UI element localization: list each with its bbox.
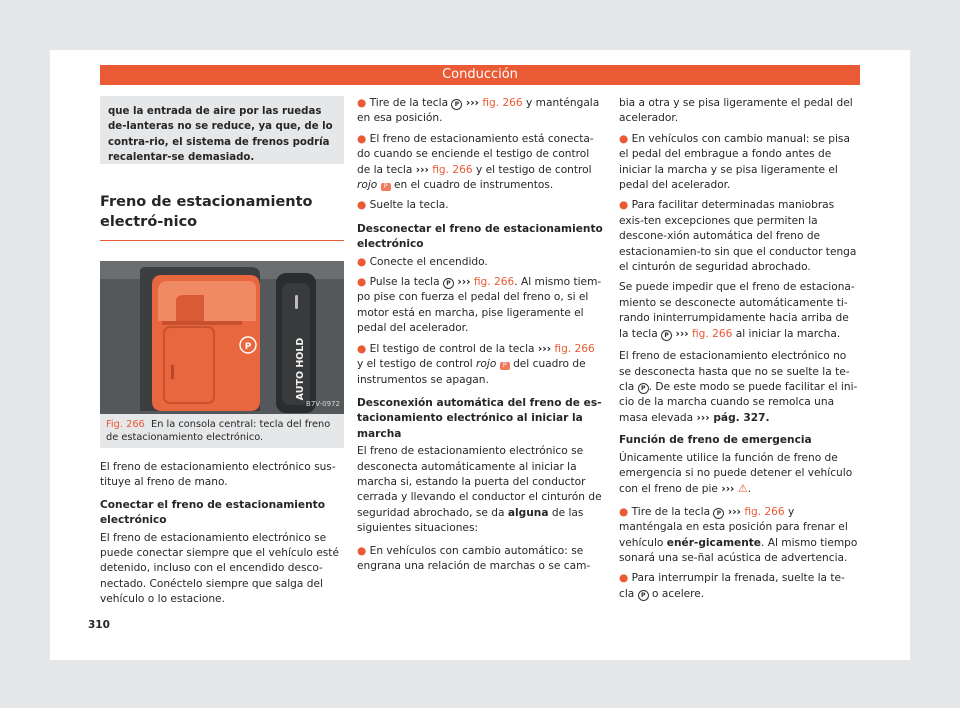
bullet-icon: ● <box>357 199 367 212</box>
reference-arrows: ››› <box>721 483 735 496</box>
figure-link[interactable]: fig. 266 <box>554 342 595 355</box>
parking-brake-figure <box>100 261 344 414</box>
warning-icon[interactable]: ⚠ <box>737 482 748 496</box>
console-illustration <box>100 261 344 414</box>
text-span: Tire de la tecla <box>369 97 449 109</box>
figure-link[interactable]: fig. 266 <box>744 505 785 518</box>
list-item <box>619 505 859 567</box>
text-span: En vehículos con cambio automático: se engrana una relación de marchas o se cam- <box>357 544 591 572</box>
text-italic: rojo <box>476 358 497 371</box>
parking-brake-key-icon: P <box>443 278 454 289</box>
figure-link[interactable]: fig. 266 <box>432 163 473 176</box>
page-reference-link[interactable]: pág. 327 <box>713 411 766 424</box>
caption-text: En la consola central: tecla del freno de estacionamiento electrónico. <box>106 419 331 443</box>
figure-caption <box>100 414 344 448</box>
text-span: Conecte el encendido. <box>369 255 488 268</box>
parking-brake-key-icon: P <box>638 590 649 601</box>
text-span: y manténgala en esa posición. <box>357 97 600 125</box>
intro-paragraph: El freno de estacionamiento electrónico sus-tituye al freno de mano. <box>100 461 336 489</box>
list-item <box>619 198 859 275</box>
warning-box: que la entrada de aire por las ruedas de-lanteras no se reduce, ya que, de lo contra-rio, el sistema de frenos podría recalentar-se demasiado. <box>100 96 344 164</box>
reference-arrows: ››› <box>465 97 479 109</box>
column-right <box>619 96 859 607</box>
text-span: El freno de estacionamiento está conecta-do cuando se enciende el testigo de control de la tecla <box>357 132 594 176</box>
bullet-icon: ● <box>619 572 629 585</box>
list-item <box>357 255 603 270</box>
auto-release-paragraph <box>357 444 603 536</box>
figure-link[interactable]: fig. 266 <box>691 327 733 340</box>
parking-brake-key-icon: P <box>713 508 724 519</box>
bullet-icon: ● <box>357 97 367 109</box>
svg-text:P: P <box>244 342 252 352</box>
text-bold: alguna <box>507 506 549 519</box>
connect-paragraph: El freno de estacionamiento electrónico se puede conectar siempre que el vehículo esté detenido, incluso con el encendido desco-nectado. Conéctelo siempre que salga del vehículo o lo estacione. <box>100 531 339 606</box>
text-span: de las siguientes situaciones: <box>357 506 584 535</box>
emergency-paragraph: Únicamente utilice la función de freno de emergencia si no puede detener el vehículo con el freno de pie ››› ⚠. <box>619 451 853 496</box>
text-span: Para facilitar determinadas maniobras exis-ten excepciones que permiten la descone-xión automática del freno de estacionamien-to sin que el conductor tenga el cinturón de seguridad abrochado. <box>619 199 857 274</box>
bullet-icon: ● <box>619 132 629 145</box>
reference-arrows: ››› <box>457 276 471 289</box>
heading-connect: Conectar el freno de estacionamiento electrónico <box>100 498 325 527</box>
auto-hold-label: AUTO HOLD <box>295 337 306 401</box>
bullet-icon: ● <box>357 132 367 145</box>
text-span: del cuadro de instrumentos se apagan. <box>357 358 586 386</box>
text-span: y manténgala en esta posición para frenar el vehículo <box>619 505 848 549</box>
text-span: y el testigo de control <box>475 163 592 176</box>
list-item <box>357 96 603 127</box>
text-italic: rojo <box>357 179 378 192</box>
text-span: Para interrumpir la frenada, suelte la te-cla <box>619 572 845 600</box>
text-span: . De este modo se puede facilitar el ini-cio de la marcha cuando se remolca una masa elevada <box>619 380 858 424</box>
caption-figure-number: Fig. 266 <box>106 419 145 430</box>
heading-disconnect: Desconectar el freno de estacionamiento electrónico <box>357 222 603 251</box>
text-span: El testigo de control de la tecla <box>369 342 535 355</box>
figure-code: B7V-0972 <box>306 399 340 408</box>
reference-arrows: ››› <box>675 327 689 340</box>
list-item <box>619 132 859 194</box>
text-span: El freno de estacionamiento electrónico no se desconecta hasta que no se suelte la te-cla <box>619 350 850 393</box>
text-span: Se puede impedir que el freno de estaciona-miento se desconecte automáticamente ti-rando ininterrumpidamente hacia arriba de la tecla <box>619 281 855 340</box>
list-item <box>357 198 603 213</box>
page-number: 310 <box>88 619 110 631</box>
text-span: Tire de la tecla <box>631 505 711 518</box>
text-span: . Al mismo tiem-po pise con fuerza el pedal del freno o, si el motor está en marcha, pise ligeramente el pedal del acelerador. <box>357 276 602 335</box>
bullet-icon: ● <box>357 255 367 268</box>
bullet-icon: ● <box>619 505 629 518</box>
text-span: en el cuadro de instrumentos. <box>394 179 554 192</box>
text-span: Pulse la tecla <box>369 276 440 289</box>
parking-brake-key-icon: P <box>451 99 462 110</box>
heading-auto-release: Desconexión automática del freno de es-tacionamiento electrónico al iniciar la marcha <box>357 396 602 440</box>
text-bold: enér-gicamente <box>666 536 761 549</box>
figure-link[interactable]: fig. 266 <box>473 276 515 289</box>
paragraph-prevent-release <box>619 280 859 342</box>
bullet-icon: ● <box>357 544 367 557</box>
page-header: Conducción <box>100 65 860 85</box>
text-span: . Al mismo tiempo sonará una se-ñal acústica de advertencia. <box>619 536 858 564</box>
heading-emergency: Función de freno de emergencia <box>619 434 812 447</box>
reference-arrows: ››› <box>537 342 552 355</box>
text-span: En vehículos con cambio manual: se pisa el pedal del embrague a fondo antes de iniciar la marcha y se pisa ligeramente el pedal del acelerador. <box>619 132 850 192</box>
text-span: y el testigo de control <box>357 358 473 371</box>
section-title: Freno de estacionamiento electró-nico <box>100 192 344 241</box>
list-item <box>357 132 603 194</box>
bullet-icon: ● <box>357 342 367 355</box>
red-warning-lamp-icon: P <box>381 183 391 191</box>
list-item <box>619 571 859 602</box>
reference-arrows: ››› <box>415 163 429 176</box>
figure-link[interactable]: fig. 266 <box>482 97 523 109</box>
text-span: al iniciar la marcha. <box>735 327 841 340</box>
text-span: o acelere. <box>652 587 705 600</box>
list-item-continued: bia a otra y se pisa ligeramente el pedal del acelerador. <box>619 97 853 125</box>
text-span: Suelte la tecla. <box>369 199 449 212</box>
text-span: El freno de estacionamiento electrónico se desconecta automáticamente al iniciar la marcha si, estando la puerta del conductor cerrada y llevando el conductor el cinturón de seguridad abrochado, se da <box>357 445 602 519</box>
red-warning-lamp-icon: P <box>500 362 510 370</box>
reference-arrows: ››› <box>727 505 741 518</box>
reference-arrows: ››› <box>696 411 710 424</box>
list-item <box>357 342 603 388</box>
list-item <box>357 544 603 575</box>
bullet-icon: ● <box>357 276 367 289</box>
column-left <box>100 96 344 615</box>
paragraph-towing: El freno de estacionamiento electrónico no se desconecta hasta que no se suelte la te-cla P . De este modo se puede facilitar el ini-cio de la marcha cuando se remolca una masa elevada ››› pág. 327. <box>619 350 858 424</box>
parking-brake-key-icon: P <box>661 330 672 341</box>
parking-brake-key-icon: P <box>638 383 649 394</box>
bullet-icon: ● <box>619 199 629 212</box>
text-span: Únicamente utilice la función de freno de emergencia si no puede detener el vehículo con el freno de pie <box>619 451 853 496</box>
column-middle <box>357 96 603 579</box>
list-item <box>357 275 603 337</box>
